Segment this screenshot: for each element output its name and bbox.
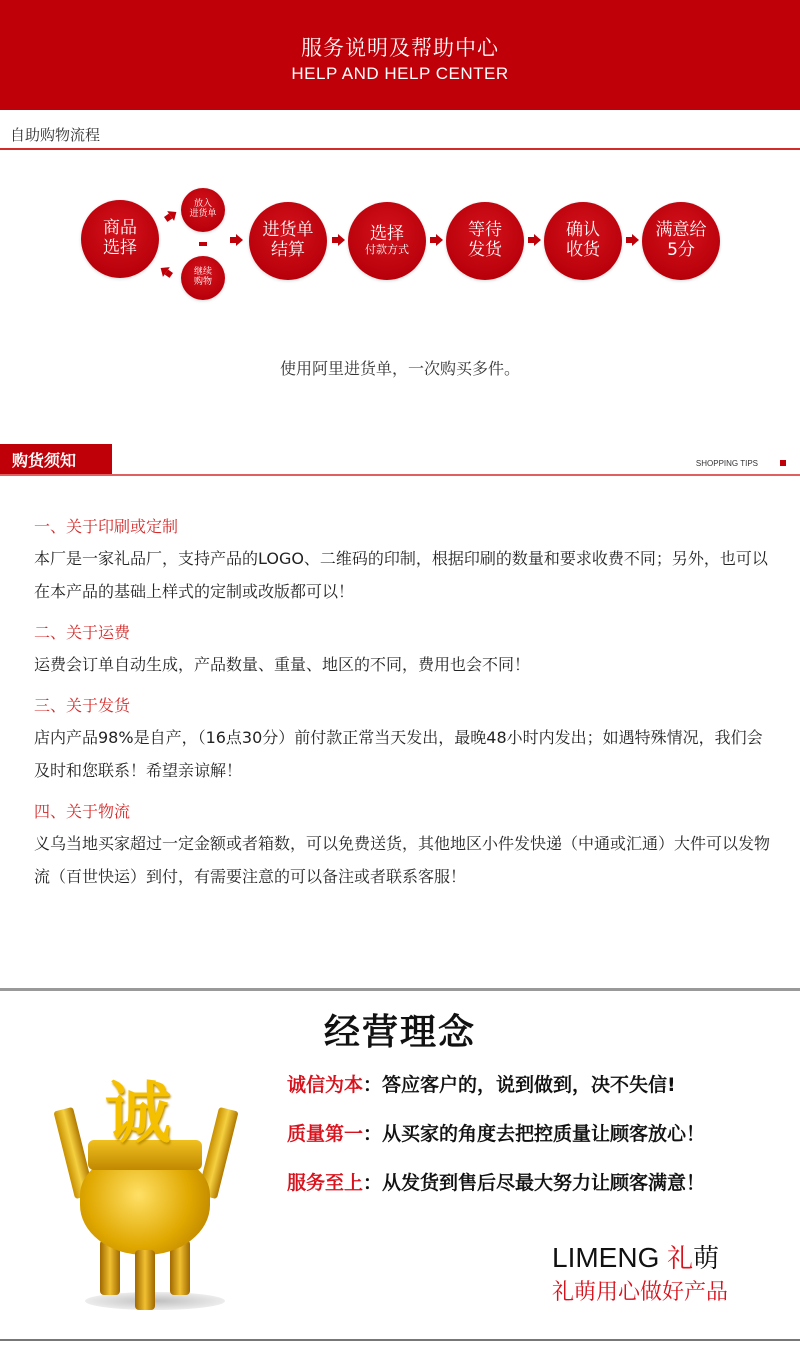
principle-service bbox=[287, 1170, 787, 1219]
step-label: 进货单 bbox=[262, 220, 314, 241]
dash-icon bbox=[199, 242, 207, 246]
brand-name-cn-red: 礼 bbox=[667, 1244, 694, 1274]
brand-block bbox=[552, 1238, 772, 1306]
bottom-divider bbox=[0, 1339, 800, 1341]
arrow-icon bbox=[167, 207, 180, 221]
header-banner bbox=[0, 0, 800, 110]
principle-value: 从买家的角度去把控质量让顾客放心！ bbox=[382, 1123, 706, 1145]
tip-logistics bbox=[34, 797, 774, 893]
principle-key: 质量第一 bbox=[287, 1123, 364, 1145]
step-label: 付款方式 bbox=[365, 243, 409, 257]
step-confirm-receipt bbox=[544, 202, 622, 280]
square-icon bbox=[780, 460, 786, 466]
step-product-select bbox=[81, 200, 159, 278]
principle-quality bbox=[287, 1121, 787, 1170]
tip-body: 本厂是一家礼品厂，支持产品的LOGO、二维码的印制，根据印刷的数量和要求收费不同；另外，也可以在本产品的基础上样式的定制或改版都可以！ bbox=[34, 549, 768, 601]
tip-body: 义乌当地买家超过一定金额或者箱数，可以免费送货，其他地区小件发快递（中通或汇通）大件可以发物流（百世快运）到付，有需要注意的可以备注或者联系客服！ bbox=[34, 834, 771, 886]
principle-key: 诚信为本 bbox=[287, 1074, 364, 1096]
principle-value: 答应客户的，说到做到，决不失信! bbox=[382, 1074, 676, 1096]
step-label: 放入 bbox=[193, 199, 212, 210]
step-label: 等待 bbox=[468, 220, 502, 241]
cauldron-leg bbox=[135, 1250, 155, 1310]
principles-list bbox=[287, 1072, 787, 1219]
step-label: 进货单 bbox=[189, 209, 217, 219]
tip-title: 三、关于发货 bbox=[34, 696, 131, 715]
tip-body: 运费会订单自动生成，产品数量、重量、地区的不同，费用也会不同！ bbox=[34, 655, 531, 674]
cauldron-body bbox=[80, 1155, 210, 1255]
step-await-shipping bbox=[446, 202, 524, 280]
tip-title: 二、关于运费 bbox=[34, 623, 131, 642]
arrow-icon bbox=[436, 234, 443, 246]
brand-name bbox=[552, 1238, 772, 1275]
brand-slogan: 礼萌用心做好产品 bbox=[552, 1280, 729, 1305]
step-checkout bbox=[249, 202, 327, 280]
brand-name-en: LIMENG bbox=[552, 1242, 660, 1273]
shopping-flow-diagram bbox=[0, 180, 800, 310]
step-label: 商品 bbox=[103, 218, 137, 239]
principle-sep: ： bbox=[363, 1074, 383, 1096]
step-label: 选择 bbox=[370, 223, 404, 244]
tip-body: 店内产品98%是自产，（16点30分）前付款正常当天发出，最晚48小时内发出；如遇特殊情况，我们会及时和您联系！希望亲谅解！ bbox=[34, 728, 763, 780]
flow-caption: 使用阿里进货单，一次购买多件。 bbox=[279, 359, 520, 378]
principle-sep: ： bbox=[363, 1123, 383, 1145]
step-label: 5分 bbox=[667, 240, 695, 260]
principle-value: 从发货到售后尽最大努力让顾客满意！ bbox=[382, 1172, 706, 1194]
tip-delivery bbox=[34, 691, 774, 787]
principle-key: 服务至上 bbox=[287, 1172, 364, 1194]
principle-integrity bbox=[287, 1072, 787, 1121]
shopping-tips-label-en: SHOPPING TIPS bbox=[695, 459, 758, 468]
brand-name-cn-black: 萌 bbox=[693, 1244, 720, 1274]
tip-title: 四、关于物流 bbox=[34, 802, 131, 821]
shopping-tips-heading-bar bbox=[0, 444, 800, 476]
self-service-heading: 自助购物流程 bbox=[10, 126, 101, 144]
golden-cauldron-image bbox=[40, 1060, 250, 1310]
step-continue-shopping bbox=[181, 256, 225, 300]
arrow-icon bbox=[157, 263, 170, 277]
integrity-character: 诚 bbox=[105, 1075, 171, 1152]
step-add-to-cart bbox=[181, 188, 225, 232]
section-divider bbox=[0, 988, 800, 991]
step-label: 收货 bbox=[566, 240, 600, 260]
arrow-icon bbox=[236, 234, 243, 246]
step-payment-method bbox=[348, 202, 426, 280]
step-label: 确认 bbox=[566, 220, 600, 241]
principle-sep: ： bbox=[363, 1172, 383, 1194]
step-label: 结算 bbox=[271, 240, 305, 260]
arrow-icon bbox=[338, 234, 345, 246]
step-label: 满意给 bbox=[655, 220, 707, 241]
step-label: 发货 bbox=[468, 240, 502, 260]
arrow-icon bbox=[632, 234, 639, 246]
banner-title-cn: 服务说明及帮助中心 bbox=[301, 36, 499, 60]
step-label: 继续 bbox=[193, 267, 212, 278]
tip-shipping-fee bbox=[34, 618, 774, 681]
philosophy-title: 经营理念 bbox=[323, 1012, 476, 1053]
shopping-tips-tag: 购货须知 bbox=[0, 444, 112, 474]
arrow-icon bbox=[534, 234, 541, 246]
step-rate-5-stars bbox=[642, 202, 720, 280]
shopping-tips-list bbox=[34, 512, 774, 903]
banner-title-en: HELP AND HELP CENTER bbox=[291, 64, 509, 83]
self-service-heading-bar bbox=[0, 110, 800, 150]
step-label: 选择 bbox=[103, 238, 137, 258]
step-label: 购物 bbox=[193, 277, 212, 287]
tip-printing bbox=[34, 512, 774, 608]
tip-title: 一、关于印刷或定制 bbox=[34, 517, 179, 536]
